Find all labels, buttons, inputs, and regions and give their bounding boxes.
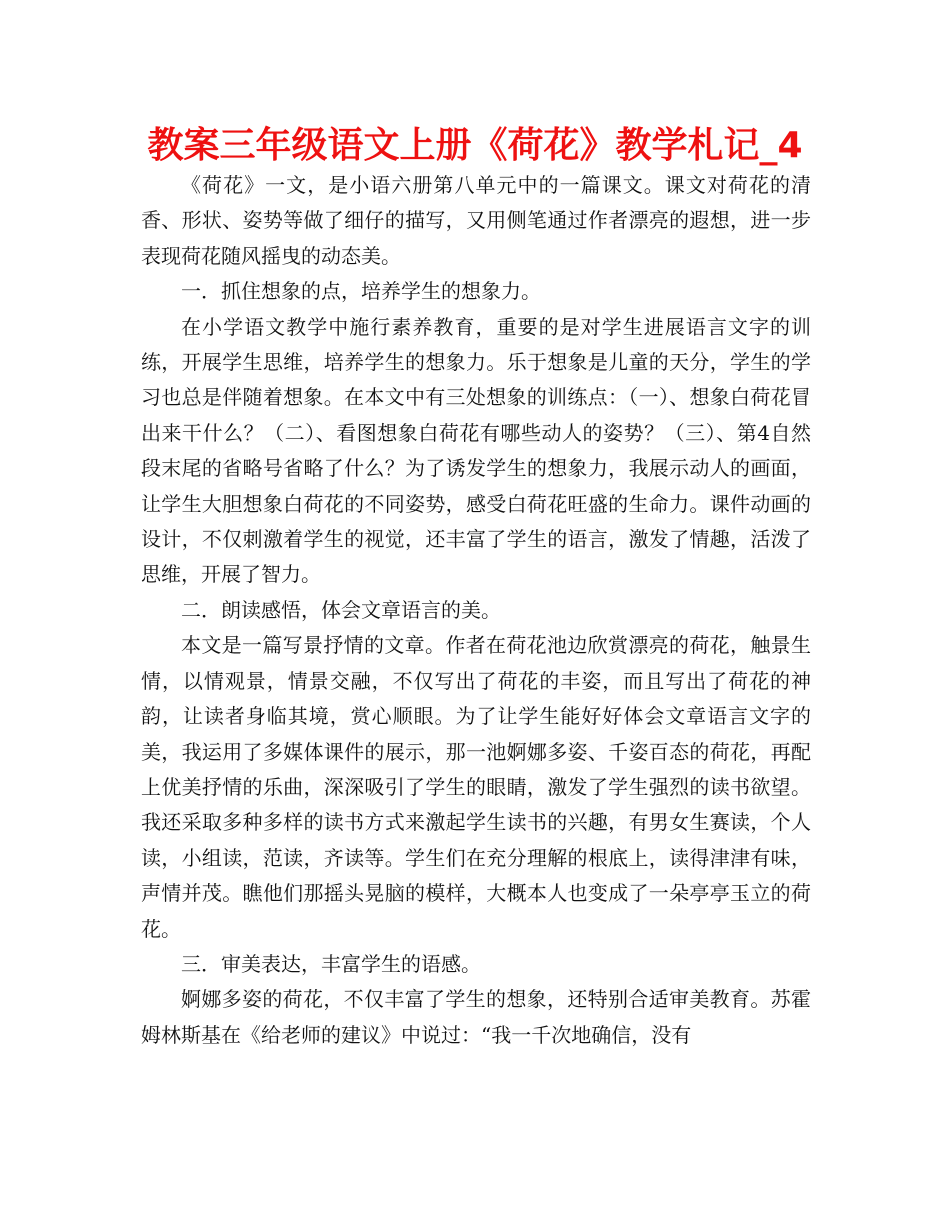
- paragraph-section-3: 婀娜多姿的荷花，不仅丰富了学生的想象，还特别合适审美教育。苏霍姆林斯基在《给老师的建议》中说过：“我一千次地确信，没有: [141, 987, 811, 1047]
- document-body: [141, 168, 811, 1053]
- paragraph-section-2: 本文是一篇写景抒情的文章。作者在荷花池边欣赏漂亮的荷花，触景生情，以情观景，情景交融，不仅写出了荷花的丰姿，而且写出了荷花的神韵，让读者身临其境，赏心顺眼。为了让学生能好好体会文章语言文字的美，我运用了多媒体课件的展示，那一池婀娜多姿、千姿百态的荷花，再配上优美抒情的乐曲，深深吸引了学生的眼睛，激发了学生强烈的读书欲望。我还采取多种多样的读书方式来激起学生读书的兴趣，有男女生赛读，个人读，小组读，范读，齐读等。学生们在充分理解的根底上，读得津津有味，声情并茂。瞧他们那摇头晃脑的模样，大概本人也变成了一朵亭亭玉立的荷花。: [141, 633, 811, 941]
- section-heading-1: 一．抓住想象的点，培养学生的想象力。: [181, 279, 541, 304]
- paragraph-section-1: 在小学语文教学中施行素养教育，重要的是对学生进展语言文字的训练，开展学生思维，培养学生的想象力。乐于想象是儿童的天分，学生的学习也总是伴随着想象。在本文中有三处想象的训练点：（一）、想象白荷花冒出来干什么？（二）、看图想象白荷花有哪些动人的姿势？（三）、第4自然段末尾的省略号省略了什么？为了诱发学生的想象力，我展示动人的画面，让学生大胆想象白荷花的不同姿势，感受白荷花旺盛的生命力。课件动画的设计，不仅刺激着学生的视觉，还丰富了学生的语言，激发了情趣，活泼了思维，开展了智力。: [141, 314, 811, 587]
- section-heading-3: 三．审美表达，丰富学生的语感。: [181, 951, 481, 976]
- paragraph-intro: 《荷花》一文，是小语六册第八单元中的一篇课文。课文对荷花的清香、形状、姿势等做了细仔的描写，又用侧笔通过作者漂亮的遐想，进一步表现荷花随风摇曳的动态美。: [141, 173, 811, 268]
- document-title: 教案三年级语文上册《荷花》教学札记_4: [147, 125, 803, 166]
- section-heading-2: 二．朗读感悟，体会文章语言的美。: [181, 597, 501, 622]
